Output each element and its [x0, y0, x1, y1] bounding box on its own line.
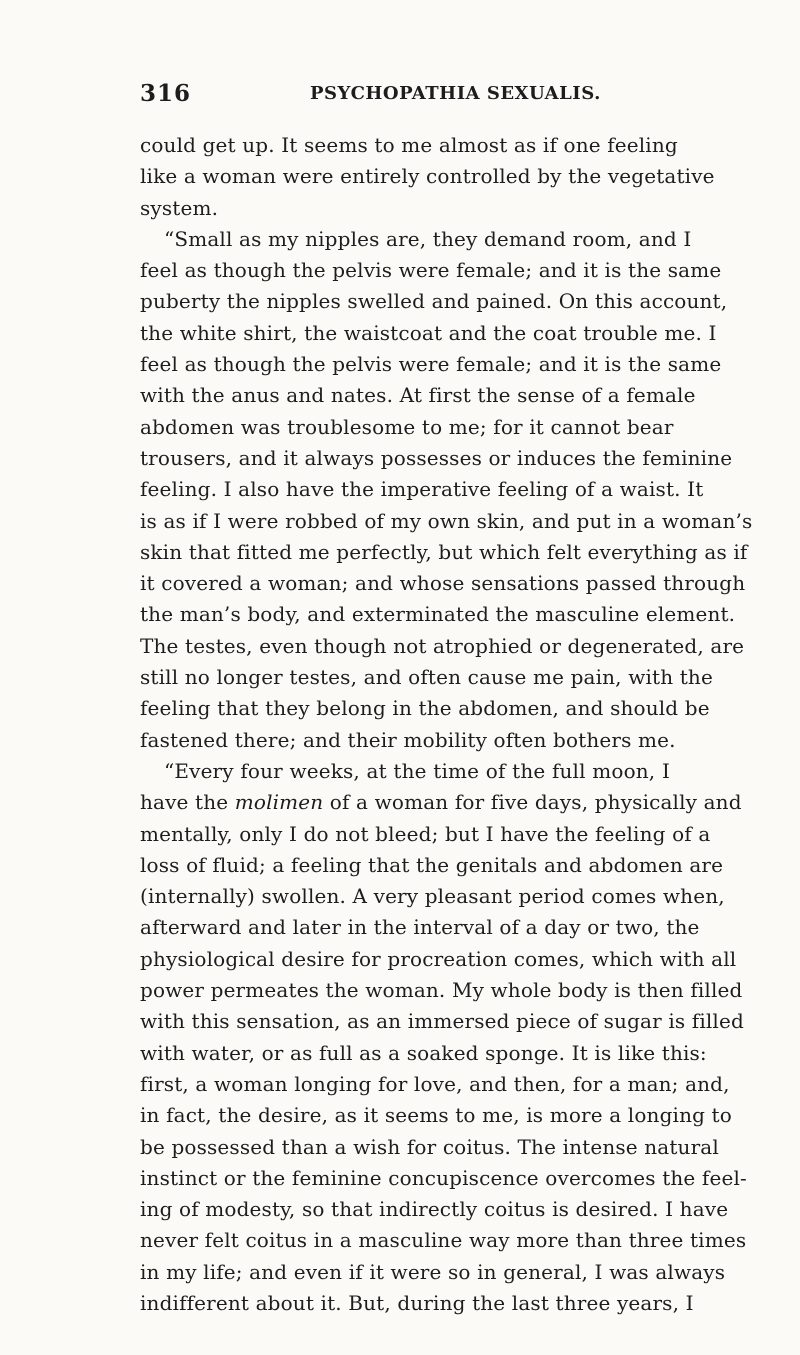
text-line: indifferent about it. But, during the last three years, I [140, 1290, 694, 1315]
text-line: in my life; and even if it were so in general, I was always [140, 1259, 726, 1284]
text-line: abdomen was troublesome to me; for it cannot bear [140, 414, 674, 439]
text-line: feeling that they belong in the abdomen, and should be [140, 696, 710, 721]
text-line: is as if I were robbed of my own skin, and put in a woman’s [140, 508, 753, 533]
text-line: still no longer testes, and often cause me pain, with the [140, 665, 713, 690]
text-line: ing of modesty, so that indirectly coitus is desired. I have [140, 1197, 729, 1222]
text-line: The testes, even though not atrophied or degenerated, are [140, 633, 745, 658]
text-line: with the anus and nates. At first the sense of a female [140, 383, 696, 408]
page-header [140, 80, 670, 110]
text-line: the man’s body, and exterminated the masculine element. [140, 602, 736, 627]
text-line: it covered a woman; and whose sensations passed through [140, 571, 746, 596]
body-text [140, 130, 753, 1319]
text-line: trousers, and it always possesses or induces the feminine [140, 445, 733, 470]
text-line: the white shirt, the waistcoat and the coat trouble me. I [140, 320, 717, 345]
text-line: instinct or the feminine concupiscence overcomes the feel- [140, 1165, 747, 1190]
text-line: could get up. It seems to me almost as if one feeling [140, 133, 678, 157]
text-line: mentally, only I do not bleed; but I have the feeling of a [140, 821, 711, 846]
text-line: system. [140, 195, 219, 220]
text-line: be possessed than a wish for coitus. The intense natural [140, 1134, 719, 1159]
text-line: “Every four weeks, at the time of the full moon, I [164, 758, 670, 783]
text-line: fastened there; and their mobility often bothers me. [140, 727, 676, 752]
text-line: feeling. I also have the imperative feeling of a waist. It [140, 477, 704, 502]
text-line: puberty the nipples swelled and pained. On this account, [140, 289, 728, 314]
text-line: with this sensation, as an immersed piece of sugar is filled [140, 1009, 744, 1034]
page-number: 316 [140, 80, 192, 107]
text-line: like a woman were entirely controlled by the vegetative [140, 164, 715, 189]
text-line: “Small as my nipples are, they demand room, and I [164, 226, 692, 251]
text-line: with water, or as full as a soaked sponge. It is like this: [140, 1040, 707, 1065]
text-line: skin that fitted me perfectly, but which felt everything as if [140, 539, 748, 564]
text-line: afterward and later in the interval of a day or two, the [140, 915, 700, 940]
text-line: feel as though the pelvis were female; and it is the same [140, 258, 722, 283]
text-line: physiological desire for procreation comes, which with all [140, 946, 737, 971]
text-line: feel as though the pelvis were female; and it is the same [140, 352, 722, 377]
text-line: have the molimen of a woman for five days, physically and [140, 790, 742, 815]
text-line: first, a woman longing for love, and then, for a man; and, [140, 1071, 730, 1096]
running-head: PSYCHOPATHIA SEXUALIS. [310, 83, 601, 104]
text-line: loss of fluid; a feeling that the genitals and abdomen are [140, 852, 724, 877]
text-line: never felt coitus in a masculine way more than three times [140, 1228, 747, 1253]
text-line: (internally) swollen. A very pleasant period comes when, [140, 884, 725, 909]
text-line: in fact, the desire, as it seems to me, is more a longing to [140, 1103, 732, 1128]
text-line: power permeates the woman. My whole body is then filled [140, 978, 743, 1003]
italic-term: molimen [234, 790, 324, 815]
